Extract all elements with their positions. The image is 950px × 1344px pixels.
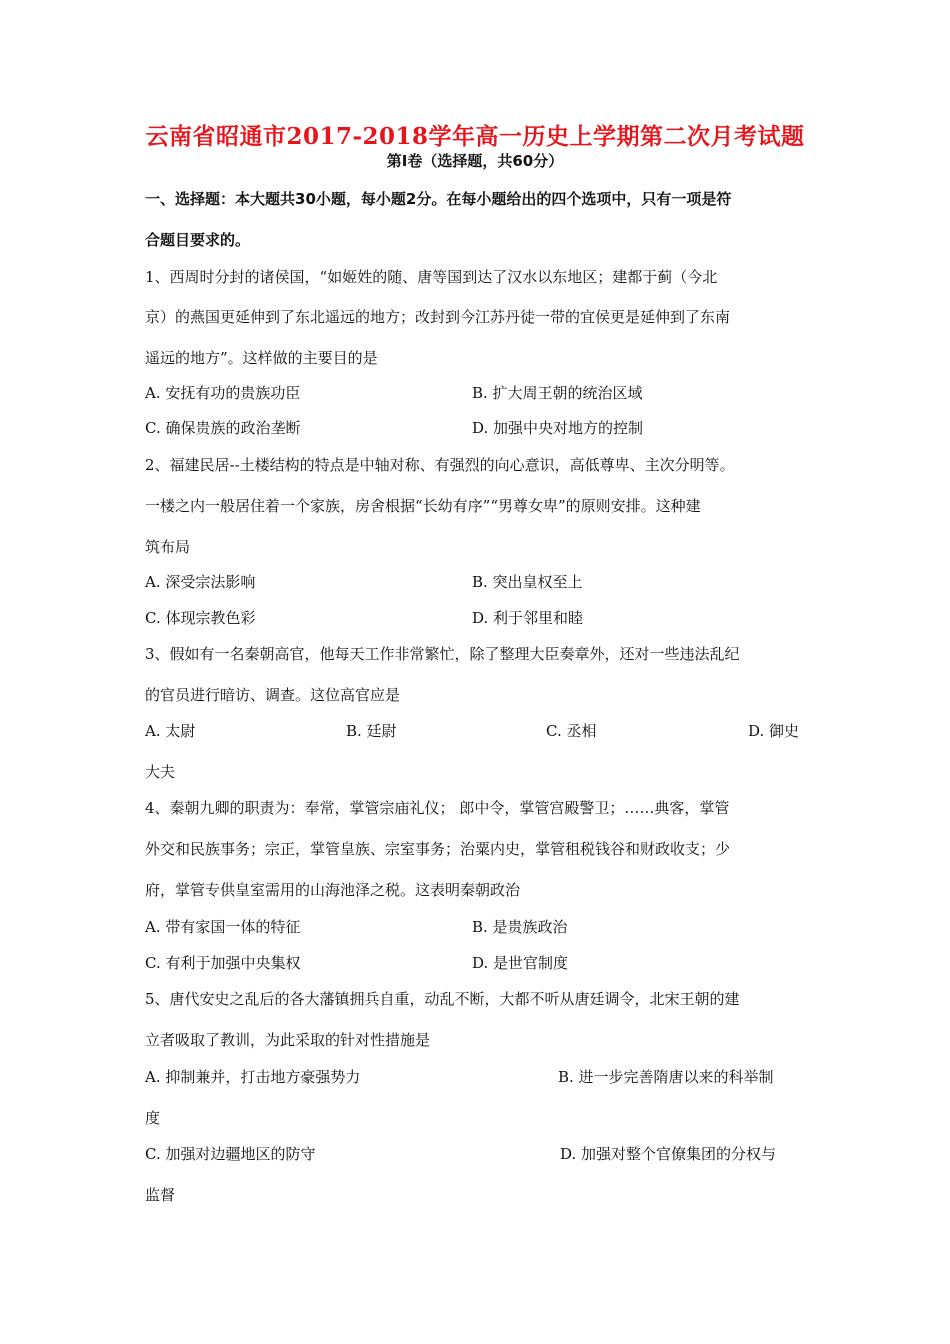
question-5-option-a: A. 抑制兼并，打击地方豪强势力 <box>145 1068 361 1086</box>
question-4-line-1: 4、秦朝九卿的职责为：奉常，掌管宗庙礼仪； 郎中令，掌管宫殿警卫；……典客，掌管 <box>145 799 730 817</box>
question-4-option-c: C. 有利于加强中央集权 <box>145 954 301 972</box>
section-heading-line-2: 合题目要求的。 <box>145 231 251 249</box>
question-5-line-1: 5、唐代安史之乱后的各大藩镇拥兵自重，动乱不断，大都不听从唐廷调令，北宋王朝的建 <box>145 990 740 1008</box>
question-1-line-2: 京）的燕国更延伸到了东北遥远的地方；改封到今江苏丹徒一带的宜侯更是延伸到了东南 <box>145 308 731 326</box>
question-2-line-2: 一楼之内一般居住着一个家族，房舍根据“长幼有序”“男尊女卑”的原则安排。这种建 <box>145 497 701 515</box>
section-heading-line-1: 一、选择题：本大题共30小题，每小题2分。在每小题给出的四个选项中，只有一项是符 <box>145 190 732 208</box>
question-5-option-b-wrap: 度 <box>145 1109 161 1127</box>
question-5-option-d-wrap: 监督 <box>145 1186 176 1204</box>
question-2-line-3: 筑布局 <box>145 538 191 556</box>
question-3-option-d-wrap: 大夫 <box>145 763 176 781</box>
question-4-line-2: 外交和民族事务；宗正，掌管皇族、宗室事务；治粟内史，掌管租税钱谷和财政收支；少 <box>145 840 731 858</box>
question-4-option-a: A. 带有家国一体的特征 <box>145 918 301 936</box>
question-3-line-1: 3、假如有一名秦朝高官，他每天工作非常繁忙，除了整理大臣奏章外，还对一些违法乱纪 <box>145 645 740 663</box>
page-subtitle: 第Ⅰ卷（选择题，共60分） <box>386 152 564 170</box>
question-5-option-b: B. 进一步完善隋唐以来的科举制 <box>558 1068 774 1086</box>
question-3-option-a: A. 太尉 <box>145 722 196 740</box>
question-3-option-b: B. 廷尉 <box>346 722 397 740</box>
question-1-option-c: C. 确保贵族的政治垄断 <box>145 419 301 437</box>
question-1-line-3: 遥远的地方”。这样做的主要目的是 <box>145 349 378 367</box>
question-1-option-d: D. 加强中央对地方的控制 <box>472 419 644 437</box>
question-1-option-b: B. 扩大周王朝的统治区域 <box>472 384 643 402</box>
question-2-option-c: C. 体现宗教色彩 <box>145 609 256 627</box>
question-2-option-d: D. 利于邻里和睦 <box>472 609 584 627</box>
question-4-option-d: D. 是世官制度 <box>472 954 569 972</box>
question-5-option-c: C. 加强对边疆地区的防守 <box>145 1145 316 1163</box>
question-2-option-b: B. 突出皇权至上 <box>472 573 583 591</box>
question-1-option-a: A. 安抚有功的贵族功臣 <box>145 384 301 402</box>
question-2-option-a: A. 深受宗法影响 <box>145 573 256 591</box>
page-title: 云南省昭通市2017-2018学年高一历史上学期第二次月考试题 <box>145 123 805 150</box>
question-3-line-2: 的官员进行暗访、调查。这位高官应是 <box>145 686 401 704</box>
question-3-option-d: D. 御史 <box>748 722 800 740</box>
question-1-line-1: 1、西周时分封的诸侯国，“如姬姓的随、唐等国到达了汉水以东地区；建都于蓟（今北 <box>145 268 718 286</box>
question-5-option-d: D. 加强对整个官僚集团的分权与 <box>560 1145 777 1163</box>
question-3-option-c: C. 丞相 <box>546 722 597 740</box>
question-4-option-b: B. 是贵族政治 <box>472 918 568 936</box>
question-5-line-2: 立者吸取了教训，为此采取的针对性措施是 <box>145 1031 431 1049</box>
question-4-line-3: 府，掌管专供皇室需用的山海池泽之税。这表明秦朝政治 <box>145 881 521 899</box>
question-2-line-1: 2、福建民居--土楼结构的特点是中轴对称、有强烈的向心意识，高低尊卑、主次分明等。 <box>145 456 735 474</box>
